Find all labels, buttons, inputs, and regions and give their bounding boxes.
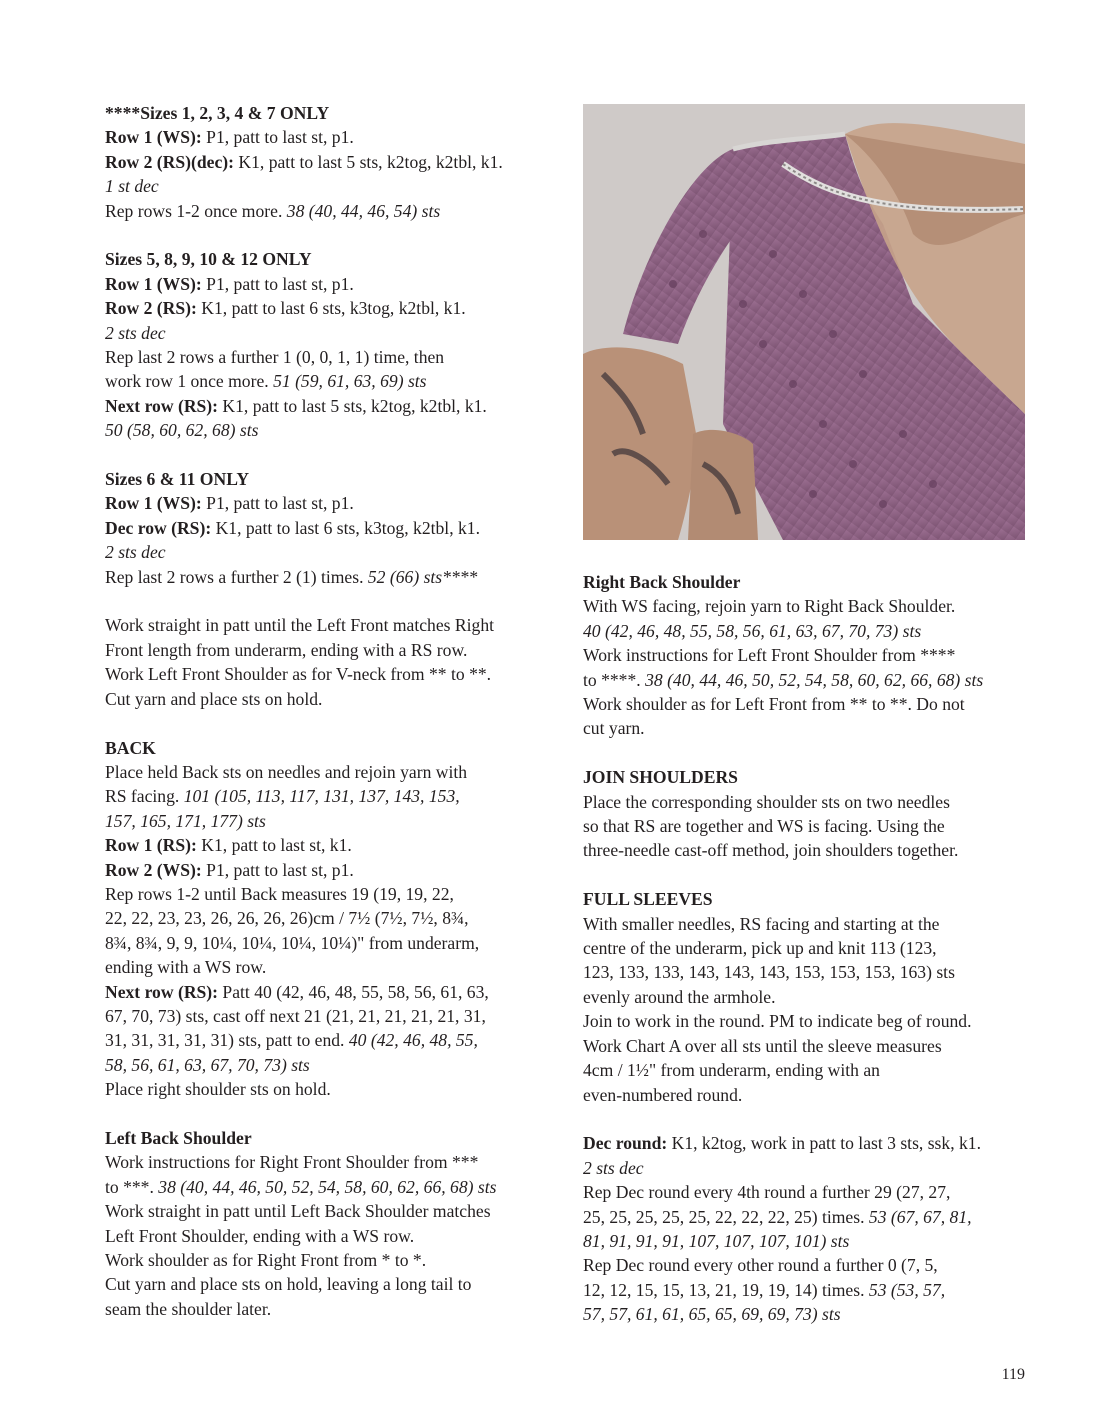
sizes-a-row2: Row 2 (RS)(dec): K1, patt to last 5 sts, k2tog, k2tbl, k1.: [105, 151, 503, 172]
sizes-b-dec-note: 2 sts dec: [105, 322, 166, 343]
back-repeat-4: ending with a WS row.: [105, 957, 267, 978]
back-line-3: 157, 165, 171, 177) sts: [105, 810, 266, 831]
lbs-line-7: seam the shoulder later.: [105, 1298, 272, 1319]
back-next-row-3: 31, 31, 31, 31, 31) sts, patt to end. 40 (42, 46, 48, 55,: [105, 1030, 478, 1051]
sizes-c-dec-row: Dec row (RS): K1, patt to last 6 sts, k3tog, k2tbl, k1.: [105, 517, 480, 538]
join-line-2: so that RS are together and WS is facing. Using the: [583, 816, 945, 837]
dec-round-line: Dec round: K1, k2tog, work in patt to last 3 sts, ssk, k1.: [583, 1133, 981, 1154]
back-repeat-1: Rep rows 1-2 until Back measures 19 (19, 19, 22,: [105, 883, 454, 904]
straight-line-1: Work straight in patt until the Left Front matches Right: [105, 615, 495, 636]
sleeves-line-1: With smaller needles, RS facing and starting at the: [583, 913, 940, 934]
join-line-3: three-needle cast-off method, join shoulders together.: [583, 840, 959, 861]
back-line-1: Place held Back sts on needles and rejoin yarn with: [105, 761, 468, 782]
sleeves-line-5: Join to work in the round. PM to indicate beg of round.: [583, 1011, 972, 1032]
sizes-b-repeat-2: work row 1 once more. 51 (59, 61, 63, 69) sts: [105, 371, 427, 392]
rbs-line-3: Work instructions for Left Front Shoulder from ****: [583, 645, 956, 666]
left-back-shoulder-heading: Left Back Shoulder: [105, 1127, 252, 1148]
back-next-row-2: 67, 70, 73) sts, cast off next 21 (21, 21, 21, 21, 21, 31,: [105, 1005, 486, 1026]
straight-line-4: Cut yarn and place sts on hold.: [105, 688, 323, 709]
sizes-b-heading: Sizes 5, 8, 9, 10 & 12 ONLY: [105, 249, 312, 270]
dec-rep2-line-3: 57, 57, 61, 61, 65, 65, 69, 69, 73) sts: [583, 1304, 841, 1325]
sizes-a-heading: ****Sizes 1, 2, 3, 4 & 7 ONLY: [105, 103, 330, 123]
straight-line-2: Front length from underarm, ending with a RS row.: [105, 639, 468, 660]
lbs-line-1: Work instructions for Right Front Shoulder from ***: [105, 1152, 479, 1173]
sizes-a-row1: Row 1 (WS): P1, patt to last st, p1.: [105, 127, 354, 148]
sizes-c-row1: Row 1 (WS): P1, patt to last st, p1.: [105, 493, 354, 514]
back-next-row-4: 58, 56, 61, 63, 67, 70, 73) sts: [105, 1054, 310, 1075]
join-shoulders-heading: JOIN SHOULDERS: [583, 767, 738, 788]
rbs-line-6: cut yarn.: [583, 718, 645, 739]
rbs-line-1: With WS facing, rejoin yarn to Right Back Shoulder.: [583, 596, 956, 617]
lbs-line-5: Work shoulder as for Right Front from * to *.: [105, 1250, 427, 1271]
sleeves-line-7: 4cm / 1½" from underarm, ending with an: [583, 1060, 880, 1081]
rbs-line-5: Work shoulder as for Left Front from ** to **. Do not: [583, 694, 965, 715]
back-repeat-2: 22, 22, 23, 23, 26, 26, 26, 26)cm / 7½ (7½, 7½, 8¾,: [105, 908, 469, 929]
dec-rep1-line-2: 25, 25, 25, 25, 25, 22, 22, 22, 25) times. 53 (67, 67, 81,: [583, 1206, 972, 1227]
rbs-line-2: 40 (42, 46, 48, 55, 58, 56, 61, 63, 67, 70, 73) sts: [583, 620, 922, 641]
sweater-photo: [583, 104, 1025, 540]
sizes-b-next-row: Next row (RS): K1, patt to last 5 sts, k2tog, k2tbl, k1.: [105, 395, 487, 416]
dec-round-note: 2 sts dec: [583, 1157, 644, 1178]
sizes-c-repeat: Rep last 2 rows a further 2 (1) times. 52 (66) sts****: [105, 566, 478, 587]
sleeves-line-4: evenly around the armhole.: [583, 986, 776, 1007]
right-back-shoulder-heading: Right Back Shoulder: [583, 572, 741, 592]
lbs-line-3: Work straight in patt until Left Back Shoulder matches: [105, 1201, 491, 1222]
back-row1: Row 1 (RS): K1, patt to last st, k1.: [105, 835, 352, 856]
back-repeat-3: 8¾, 8¾, 9, 9, 10¼, 10¼, 10¼, 10¼)" from underarm,: [105, 932, 480, 953]
back-line-2: RS facing. 101 (105, 113, 117, 131, 137, 143, 153,: [105, 786, 460, 807]
sizes-b-repeat-1: Rep last 2 rows a further 1 (0, 0, 1, 1) time, then: [105, 347, 445, 368]
sizes-b-row2: Row 2 (RS): K1, patt to last 6 sts, k3tog, k2tbl, k1.: [105, 298, 466, 319]
dec-rep1-line-3: 81, 91, 91, 91, 107, 107, 107, 101) sts: [583, 1230, 850, 1251]
page-number: 119: [1001, 1366, 1025, 1383]
lbs-line-2: to ***. 38 (40, 44, 46, 50, 52, 54, 58, 60, 62, 66, 68) sts: [105, 1176, 497, 1197]
join-line-1: Place the corresponding shoulder sts on two needles: [583, 791, 950, 812]
sizes-a-dec-note: 1 st dec: [105, 176, 159, 197]
right-column: [583, 570, 1023, 1327]
sleeves-line-3: 123, 133, 133, 143, 143, 143, 153, 153, 153, 163) sts: [583, 962, 955, 983]
sleeves-line-2: centre of the underarm, pick up and knit 113 (123,: [583, 938, 937, 959]
sizes-c-dec-note: 2 sts dec: [105, 542, 166, 563]
full-sleeves-heading: FULL SLEEVES: [583, 889, 713, 910]
rbs-line-4: to ****. 38 (40, 44, 46, 50, 52, 54, 58, 60, 62, 66, 68) sts: [583, 669, 984, 690]
lbs-line-6: Cut yarn and place sts on hold, leaving a long tail to: [105, 1274, 472, 1295]
back-row2: Row 2 (WS): P1, patt to last st, p1.: [105, 859, 354, 880]
back-next-row-1: Next row (RS): Patt 40 (42, 46, 48, 55, 58, 56, 61, 63,: [105, 981, 489, 1002]
sizes-c-heading: Sizes 6 & 11 ONLY: [105, 469, 250, 490]
dec-rep1-line-1: Rep Dec round every 4th round a further 29 (27, 27,: [583, 1182, 951, 1203]
sleeves-line-8: even-numbered round.: [583, 1084, 743, 1105]
back-place: Place right shoulder sts on hold.: [105, 1079, 331, 1100]
sizes-b-next-count: 50 (58, 60, 62, 68) sts: [105, 420, 259, 441]
dec-rep2-line-1: Rep Dec round every other round a further 0 (7, 5,: [583, 1255, 938, 1276]
back-heading: BACK: [105, 737, 156, 758]
sleeves-line-6: Work Chart A over all sts until the sleeve measures: [583, 1035, 942, 1056]
lbs-line-4: Left Front Shoulder, ending with a WS row.: [105, 1225, 415, 1246]
sizes-b-row1: Row 1 (WS): P1, patt to last st, p1.: [105, 273, 354, 294]
dec-rep2-line-2: 12, 12, 15, 15, 13, 21, 19, 19, 14) times. 53 (53, 57,: [583, 1279, 946, 1300]
straight-line-3: Work Left Front Shoulder as for V-neck from ** to **.: [105, 664, 492, 685]
sizes-a-repeat: Rep rows 1-2 once more. 38 (40, 44, 46, 54) sts: [105, 200, 441, 221]
left-column: [105, 101, 553, 1321]
